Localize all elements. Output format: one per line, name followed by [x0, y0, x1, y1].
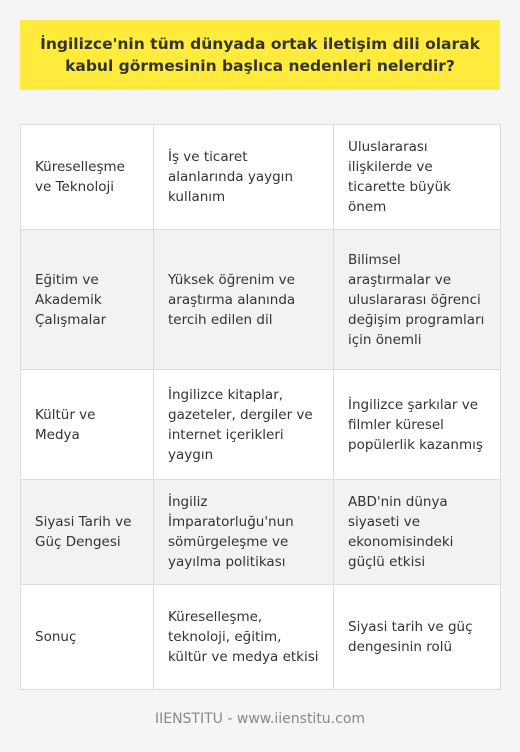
table-cell: Kültür ve Medya	[21, 370, 154, 480]
table-cell: ABD'nin dünya siyaseti ve ekonomisindeki güçlü etkisi	[334, 480, 501, 585]
table-cell: Bilimsel araştırmalar ve uluslararası öğrenci değişim programları için önemli	[334, 230, 501, 370]
table-cell: İngilizce kitaplar, gazeteler, dergiler ve internet içerikleri yaygın	[154, 370, 334, 480]
footer-credit: IIENSTITU - www.iienstitu.com	[154, 711, 366, 727]
header-banner	[20, 20, 500, 90]
table-cell: Küreselleşme, teknoloji, eğitim, kültür ve medya etkisi	[154, 585, 334, 690]
table-row	[21, 230, 501, 370]
table-cell: Yüksek öğrenim ve araştırma alanında tercih edilen dil	[154, 230, 334, 370]
table-cell: Uluslararası ilişkilerde ve ticarette büyük önem	[334, 125, 501, 230]
table-cell: Siyasi tarih ve güç dengesinin rolü	[334, 585, 501, 690]
table-cell: İngilizce şarkılar ve filmler küresel popülerlik kazanmış	[334, 370, 501, 480]
table-cell: İngiliz İmparatorluğu'nun sömürgeleşme ve yayılma politikası	[154, 480, 334, 585]
table-cell: Küreselleşme ve Teknoloji	[21, 125, 154, 230]
table-cell: Eğitim ve Akademik Çalışmalar	[21, 230, 154, 370]
reasons-table	[20, 124, 501, 690]
page-title: İngilizce'nin tüm dünyada ortak iletişim dili olarak kabul görmesinin başlıca nedenleri nelerdir?	[40, 35, 480, 75]
table-cell: Siyasi Tarih ve Güç Dengesi	[21, 480, 154, 585]
table-row	[21, 370, 501, 480]
table-row	[21, 585, 501, 690]
table-row	[21, 125, 501, 230]
table-cell: Sonuç	[21, 585, 154, 690]
table-row	[21, 480, 501, 585]
table-cell: İş ve ticaret alanlarında yaygın kullanım	[154, 125, 334, 230]
